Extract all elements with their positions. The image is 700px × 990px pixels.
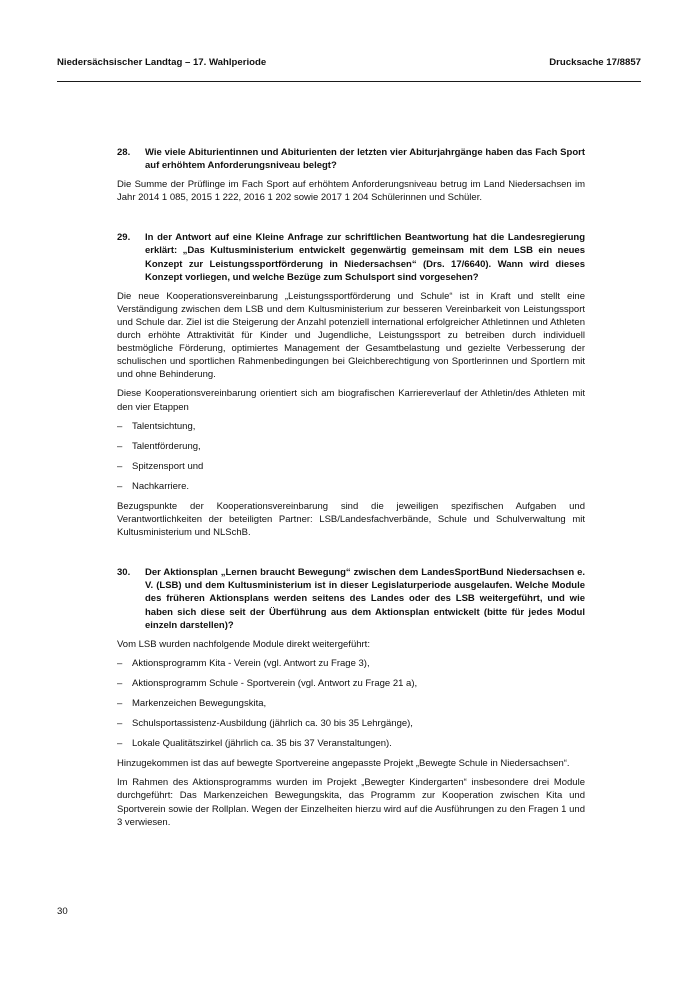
dash-bullet: – <box>117 738 123 750</box>
dash-bullet: – <box>117 420 123 432</box>
question-number: 28. <box>117 147 131 158</box>
answer-30-paragraph-3: Im Rahmen des Aktionsprogramms wurden im Projekt „Bewegter Kindergarten“ insbesondere drei Module durchgeführt: Das Markenzeichen Bewegungskita, das Programm zur Kooperation zwischen Kita und Sportverein sowie der Rollplan. Wegen der Einzelheiten hierzu wird auf die Ausführungen zu den Fragen 1 und 3 verwiesen. <box>117 777 585 828</box>
question-text: Der Aktionsplan „Lernen braucht Bewegung“ zwischen dem LandesSportBund Niedersachsen e. V. (LSB) und dem Kultusministerium ist in dieser Legislaturperiode ausgelaufen. Welche Module des früheren Aktionsplans werden seitens des Landes oder des LSB weitergeführt, und wie haben sich diese seit der Überführung aus dem Aktionsplan entwickelt (bitte für jedes Modul einzeln darstellen)? <box>145 567 585 631</box>
question-text: In der Antwort auf eine Kleine Anfrage zur schriftlichen Beantwortung hat die Landesregierung erklärt: „Das Kultusministerium entwickelt gegenwärtig gemeinsam mit dem LSB ein neues Konzept zur Leistungssportförderung in Niedersachsen“ (Drs. 17/6640). Wann wird dieses Konzept vorliegen, und welche Bezüge zum Schulsport sind vorgesehen? <box>145 232 585 283</box>
list-item: – Aktionsprogramm Kita - Verein (vgl. Antwort zu Frage 3), <box>117 657 370 669</box>
list-item: – Aktionsprogramm Schule - Sportverein (vgl. Antwort zu Frage 21 a), <box>117 677 418 689</box>
question-number: 30. <box>117 567 131 579</box>
list-item: – Talentsichtung, <box>117 420 196 432</box>
dash-bullet: – <box>117 657 123 669</box>
answer-30-paragraph-2: Hinzugekommen ist das auf bewegte Sportvereine angepasste Projekt „Bewegte Schule in Niedersachsen“. <box>117 758 570 770</box>
question-text: Wie viele Abiturientinnen und Abiturienten der letzten vier Abiturjahrgänge haben das Fach Sport auf erhöhtem Anforderungsniveau belegt? <box>145 147 585 172</box>
answer-29-paragraph-1: Die neue Kooperationsvereinbarung „Leistungssportförderung und Schule“ ist in Kraft und stellt eine Verständigung zwischen dem LSB und dem Kultusministerium zur besseren Vereinbarkeit von Leistungssport und Schule dar. Ziel ist die Steigerung der Anzahl potenziell international erfolgreicher Athletinnen und Athleten durch erhöhte Attraktivität für Kinder und Jugendliche, Leistungssport zu betreiben durch individuell bestmögliche Förderung, optimiertes Management der Gesamtbelastung und gezielte Verbesserung der schulischen und sportlichen Rahmenbedingungen bei Gleichberechtigung von Sportlerinnen und Sportlern mit und ohne Behinderung. <box>117 290 585 381</box>
career-stages-list <box>117 420 585 493</box>
dash-bullet: – <box>117 480 123 492</box>
question-30 <box>117 566 585 631</box>
header-rule <box>57 81 641 82</box>
question-number: 29. <box>117 232 131 244</box>
list-item: – Nachkarriere. <box>117 480 190 492</box>
header-title: Niedersächsischer Landtag – 17. Wahlperiode <box>57 57 267 68</box>
dash-bullet: – <box>117 440 123 452</box>
header-document-number: Drucksache 17/8857 <box>549 57 641 68</box>
dash-bullet: – <box>117 460 123 472</box>
modules-list <box>117 657 585 750</box>
list-item: – Spitzensport und <box>117 460 204 472</box>
list-item: – Lokale Qualitätszirkel (jährlich ca. 35 bis 37 Veranstaltungen). <box>117 738 392 750</box>
question-28 <box>117 146 585 172</box>
dash-bullet: – <box>117 698 123 709</box>
list-item: – Talentförderung, <box>117 440 201 452</box>
answer-29-paragraph-3: Bezugspunkte der Kooperationsvereinbarung sind die jeweiligen spezifischen Aufgaben und Verantwortlichkeiten der beteiligten Partner: LSB/Landesfachverbände, Schule und Schulverwaltung mit Kultusministerium und NLSchB. <box>117 500 585 539</box>
answer-28: Die Summe der Prüflinge im Fach Sport auf erhöhtem Anforderungsniveau betrug im Land Niedersachsen im Jahr 2014 1 085, 2015 1 222, 2016 1 202 sowie 2017 1 204 Schülerinnen und Schüler. <box>117 179 585 204</box>
answer-29-paragraph-2: Diese Kooperationsvereinbarung orientiert sich am biografischen Karriereverlauf der Athletin/des Athleten mit den vier Etappen <box>117 388 585 413</box>
list-item: – Markenzeichen Bewegungskita, <box>117 698 267 709</box>
question-29 <box>117 231 585 283</box>
answer-30-paragraph-1: Vom LSB wurden nachfolgende Module direkt weitergeführt: <box>117 638 370 650</box>
list-item: – Schulsportassistenz-Ausbildung (jährlich ca. 30 bis 35 Lehrgänge), <box>117 718 413 730</box>
dash-bullet: – <box>117 718 123 730</box>
page-number: 30 <box>57 906 68 917</box>
document-body <box>117 146 585 835</box>
dash-bullet: – <box>117 677 123 689</box>
